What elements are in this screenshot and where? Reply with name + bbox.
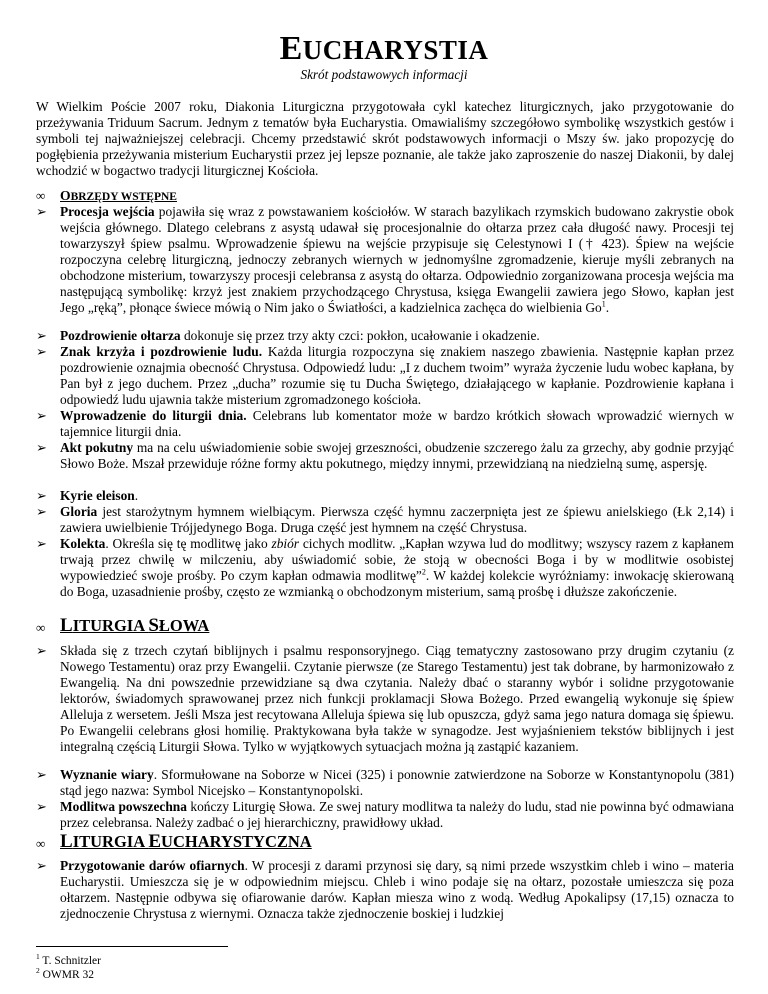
infinity-icon: ∞ <box>36 188 46 203</box>
footnote-2: $^2$ OWMR 32 <box>36 966 95 981</box>
section-heading: LITURGIA EUCHARYSTYCZNA <box>60 831 312 852</box>
intro-paragraph: W Wielkim Poście 2007 roku, Diakonia Liturgiczna przygotowała cykl katechez liturgicznych, jako przygotowanie do przeżywania Triduum Sacrum. Jednym z tematów była Eucharystia. Omawialiśmy szczegółowo symbolikę wszystkich gestów i symboli tej najważniejszej celebracji. Chcemy przedstawić skrót podstawowych informacji o Mszy św. jako propozycję do pogłębienia przeżywania misterium Eucharystii przez jej lepsze poznanie, ale także jako zaproszenie do naszej Diakonii, by dalej wchodzić w bogactwo tradycji liturgicznej Kościoła. <box>36 99 734 178</box>
section-heading: OBRZĘDY WSTĘPNE <box>60 188 177 203</box>
list-item-kyrie: ➢ Kyrie eleison. <box>36 488 139 503</box>
list-item-wprowadzenie: ➢ Wprowadzenie do liturgii dnia. Celebrans lub komentator może w bardzo krótkich słowach wprowadzić wiernych w tajemnice liturgii dnia. <box>36 408 734 439</box>
list-item-kolekta: ➢ Kolekta. Określa się tę modlitwę jako zbiór cichych modlitw. „Kapłan wzywa lud do modlitwy; wszyscy razem z kapłanem trwają przez chwilę w milczeniu, aby uświadomić sobie, że stoją w obecności Boga i by w modlitwie osobistej wypowiedzieć swoje prośby. Po czym kapłan odmawia modlitwę”$^2$. W każdej kolekcie wyróżniamy: inwokację skierowaną do Boga, uzasadnienie prośby, często ze wzmianką o obchodzonym misterium, samą prośbę i dłuższe zakończenie. <box>36 536 735 599</box>
arrow-bullet-icon: ➢ <box>36 328 47 343</box>
arrow-bullet-icon: ➢ <box>36 408 47 423</box>
arrow-bullet-icon: ➢ <box>36 643 47 658</box>
list-item-pozdrowienie-oltarza: ➢ Pozdrowienie ołtarza dokonuje się przez trzy akty czci: pokłon, ucałowanie i okadzenie. <box>36 328 540 343</box>
arrow-bullet-icon: ➢ <box>36 799 47 814</box>
list-item-akt-pokutny: ➢ Akt pokutny ma na celu uświadomienie sobie swojej grzeszności, obudzenie szczerego żalu za grzechy, aby godnie przyjąć Słowo Boże. Mszał przewiduje różne formy aktu pokutnego, między innymi, przewidzianą na niedzielną sumę, aspersję. <box>36 440 734 471</box>
footnote-divider <box>36 946 228 947</box>
arrow-bullet-icon: ➢ <box>36 488 47 503</box>
arrow-bullet-icon: ➢ <box>36 767 47 782</box>
infinity-icon: ∞ <box>36 620 46 635</box>
arrow-bullet-icon: ➢ <box>36 204 47 219</box>
arrow-bullet-icon: ➢ <box>36 536 47 551</box>
list-item-procesja: ➢ Procesja wejścia pojawiła się wraz z powstawaniem kościołów. W starach bazylikach rzymskich budowano zakrystie obok wejścia głównego. Dlatego celebrans z asystą udawał się procesjonalnie do ołtarza przez cała długość nawy. Procesji tej towarzyszył śpiew psalmu. Wprowadzenie śpiewu na wejście przypisuje się Celestynowi I († 423). Śpiew na wejście rozpoczyna celebrę liturgiczną, jednoczy zebranych wiernych w jednomyślne zgromadzenie, kieruje myśli zebranych na obchodzone misterium, towarzyszy procesji celebransa z asystą do ołtarza. Odpowiednio zorganizowana procesja wejścia ma następującą symbolikę: krzyż jest znakiem przychodzącego Chrystusa, księga Ewangelii zawiera jego Słowo, kapłan jest Jego „ręką”, płonące świece mówią o Nim jako o Światłości, a kadzielnica zachęca do wielbienia Go$^1$. <box>36 204 734 315</box>
arrow-bullet-icon: ➢ <box>36 344 47 359</box>
list-item-znak-krzyza: ➢ Znak krzyża i pozdrowienie ludu. Każda liturgia rozpoczyna się znakiem naszego zbawienia. Następnie kapłan przez pozdrowienie oznajmia obecność Chrystusa. Odpowiedź ludu: „I z duchem twoim” wyraża życzenie ludu wobec kapłana, by Pan był z jego duchem. Przez „ducha” rozumie się tu Ducha Świętego, działającego w kapłanie. Pozdrowienie kapłana i odpowiedź ludu ujawnia także misterium zgromadzonego kościoła. <box>36 344 734 407</box>
footnote-1: $^1$ T. Schnitzler <box>36 952 101 967</box>
list-item-gloria: ➢ Gloria jest starożytnym hymnem wielbiącym. Pierwsza część hymnu zaczerpnięta jest ze śpiewu anielskiego (Łk 2,14) i zawiera uwielbienie Trójjedynego Boga. Druga część jest hymnem na część Chrystusa. <box>36 504 734 535</box>
page-title: EUCHARYSTIA <box>279 30 489 67</box>
arrow-bullet-icon: ➢ <box>36 858 47 873</box>
list-item-modlitwa-powszechna: ➢ Modlitwa powszechna kończy Liturgię Słowa. Ze swej natury modlitwa ta należy do ludu, stad nie powinna być odmawiana przez celebransa. Należy zadbać o jej hierarchiczny, prawidłowy układ. <box>36 799 735 830</box>
list-item-wyznanie-wiary: ➢ Wyznanie wiary. Sformułowane na Soborze w Nicei (325) i ponownie zatwierdzone na Soborze w Konstantynopolu (381) stąd jego nazwa: Symbol Nicejsko – Konstantynopolski. <box>36 767 734 798</box>
arrow-bullet-icon: ➢ <box>36 504 47 519</box>
list-item-czytania: ➢ Składa się z trzech czytań biblijnych i psalmu responsoryjnego. Ciąg tematyczny zastosowano przy drugim czytaniu (z Nowego Testamentu) oraz przy Ewangelii. Czytanie pierwsze (ze Starego Testamentu) jest tak dobrane, by harmonizowało z Ewangelią. Na dni powszednie przewidziane są dwa czytania. Należy dbać o staranny wybór i solidne przygotowanie lektorów, świadomych sprawowanej przez nich funkcji proklamacji Słowa Bożego. Przed ewangelią wykonuje się śpiew Alleluja z wersetem. Jeśli Msza jest recytowana Alleluja śpiewa się lub opuszcza, gdyż sama jego natura domaga się śpiewu. Po Ewangelii celebrans głosi homilię. Praktykowana była także w synagodze. Jest wyjaśnieniem tekstów biblijnych i jest integralną częścią Liturgii Słowa. Tylko w wyjątkowych sytuacjach można ją zastąpić kazaniem. <box>36 643 734 754</box>
page-subtitle: Skrót podstawowych informacji <box>300 67 468 82</box>
list-item-przygotowanie-darow: ➢ Przygotowanie darów ofiarnych. W procesji z darami przynosi się dary, są nimi przede wszystkim chleb i wino – materia Eucharystii. Umieszcza się je w odpowiednim miejscu. Chleb i wino podaje się na ołtarz, pozostałe umieszcza się poza ołtarzem. Następnie odbywa się ofiarowanie darów. Kapłan miesza wino z wodą. Według Apokalipsy (17,15) oznacza to zjednoczenie Chrystusa z wiernymi. Oznacza także zjednoczenie boskiej i ludzkiej <box>36 858 734 921</box>
arrow-bullet-icon: ➢ <box>36 440 47 455</box>
infinity-icon: ∞ <box>36 836 46 851</box>
section-heading: LITURGIA SŁOWA <box>60 615 210 636</box>
